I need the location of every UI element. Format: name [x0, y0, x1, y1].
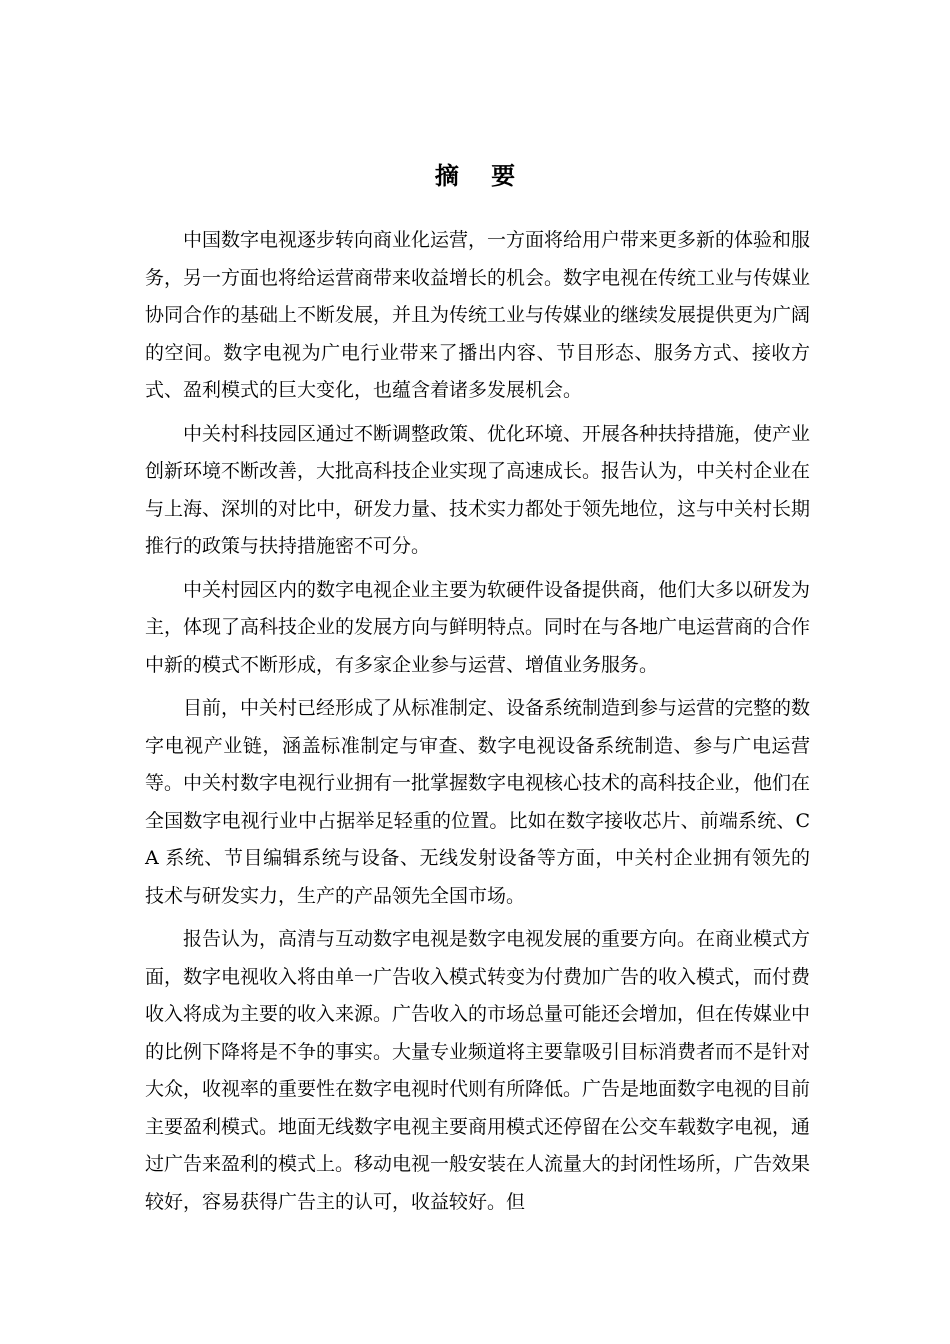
paragraph-2: 中关村科技园区通过不断调整政策、优化环境、开展各种扶持措施，使产业创新环境不断改善，大批高科技企业实现了高速成长。报告认为，中关村企业在与上海、深圳的对比中，研发力量、技术实力都处于领先地位，这与中关村长期推行的政策与扶持措施密不可分。: [145, 422, 811, 557]
paragraph-1: 中国数字电视逐步转向商业化运营，一方面将给用户带来更多新的体验和服务，另一方面也将给运营商带来收益增长的机会。数字电视在传统工业与传媒业协同合作的基础上不断发展，并且为传统工业与传媒业的继续发展提供更为广阔的空间。数字电视为广电行业带来了播出内容、节目形态、服务方式、接收方式、盈利模式的巨大变化，也蕴含着诸多发展机会。: [145, 229, 811, 401]
page-title: 摘 要: [434, 161, 528, 190]
paragraph-5: 报告认为，高清与互动数字电视是数字电视发展的重要方向。在商业模式方面，数字电视收入将由单一广告收入模式转变为付费加广告的收入模式，而付费收入将成为主要的收入来源。广告收入的市场总量可能还会增加，但在传媒业中的比例下降将是不争的事实。大量专业频道将主要靠吸引目标消费者而不是针对大众，收视率的重要性在数字电视时代则有所降低。广告是地面数字电视的目前主要盈利模式。地面无线数字电视主要商用模式还停留在公交车载数字电视，通过广告来盈利的模式上。移动电视一般安装在人流量大的封闭性场所，广告效果较好，容易获得广告主的认可，收益较好。但: [145, 928, 811, 1213]
document-body: [145, 222, 810, 1227]
paragraph-3: 中关村园区内的数字电视企业主要为软硬件设备提供商，他们大多以研发为主，体现了高科技企业的发展方向与鲜明特点。同时在与各地广电运营商的合作中新的模式不断形成，有多家企业参与运营、增值业务服务。: [145, 578, 811, 676]
paragraph-4: 目前，中关村已经形成了从标准制定、设备系统制造到参与运营的完整的数字电视产业链，涵盖标准制定与审查、数字电视设备系统制造、参与广电运营等。中关村数字电视行业拥有一批掌握数字电视核心技术的高科技企业，他们在全国数字电视行业中占据举足轻重的位置。比如在数字接收芯片、前端系统、CA 系统、节目编辑系统与设备、无线发射设备等方面，中关村企业拥有领先的技术与研发实力，生产的产品领先全国市场。: [145, 697, 811, 907]
